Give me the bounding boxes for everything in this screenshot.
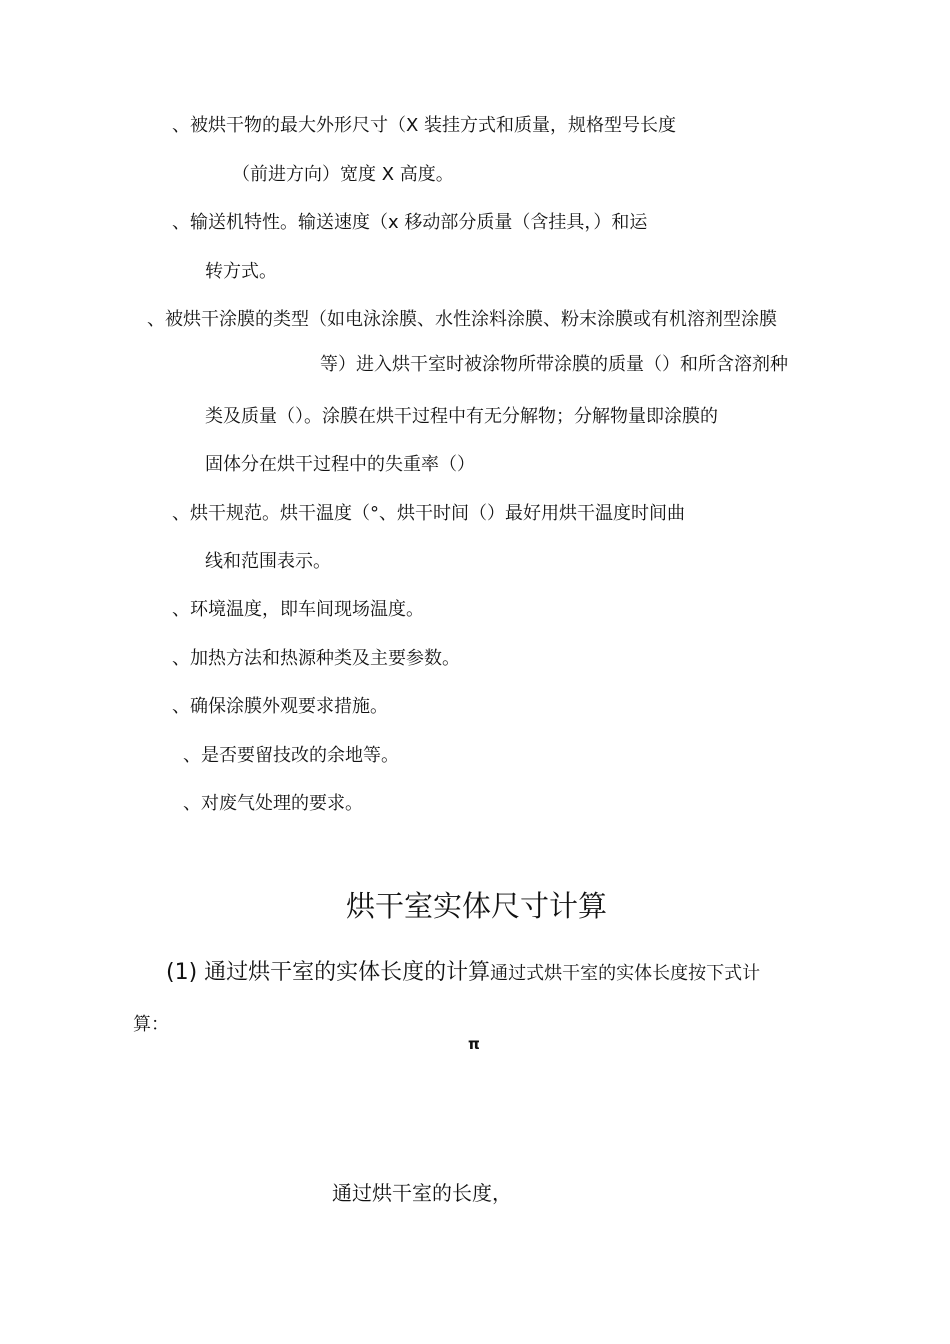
text-line: 转方式。: [205, 261, 277, 282]
text-line: 、被烘干物的最大外形尺寸（X 装挂方式和质量，规格型号长度: [172, 115, 677, 136]
section-title: 烘干室实体尺寸计算: [346, 889, 608, 923]
text-line: 等）进入烘干室时被涂物所带涂膜的质量（）和所含溶剂种: [320, 354, 788, 375]
text-line: 、加热方法和热源种类及主要参数。: [172, 648, 460, 669]
caption-line: 通过烘干室的长度，: [332, 1181, 512, 1205]
text-line: 、烘干规范。烘干温度（°、烘干时间（）最好用烘干温度时间曲: [172, 503, 685, 524]
text-line: 类及质量（）。涂膜在烘干过程中有无分解物；分解物量即涂膜的: [205, 406, 718, 427]
subsection-text: 通过式烘干室的实体长度按下式计: [490, 963, 761, 984]
text-line: 固体分在烘干过程中的失重率（）: [205, 454, 475, 475]
text-line: 线和范围表示。: [205, 551, 331, 572]
text-line: 、对废气处理的要求。: [183, 793, 363, 814]
text-line: 、环境温度，即车间现场温度。: [172, 599, 424, 620]
subsection-continuation: 算：: [133, 1014, 169, 1035]
text-line: 、输送机特性。输送速度（x 移动部分质量（含挂具，）和运: [172, 212, 648, 233]
text-line: 、是否要留技改的余地等。: [183, 745, 399, 766]
formula-symbol: π: [468, 1035, 480, 1053]
subsection-label: (1) 通过烘干室的实体长度的计算: [166, 960, 491, 985]
text-line: （前进方向）宽度 X 高度。: [232, 164, 454, 185]
text-line: 、被烘干涂膜的类型（如电泳涂膜、水性涂料涂膜、粉末涂膜或有机溶剂型涂膜: [147, 309, 777, 330]
text-line: 、确保涂膜外观要求措施。: [172, 696, 388, 717]
subsection-line: [166, 958, 760, 989]
